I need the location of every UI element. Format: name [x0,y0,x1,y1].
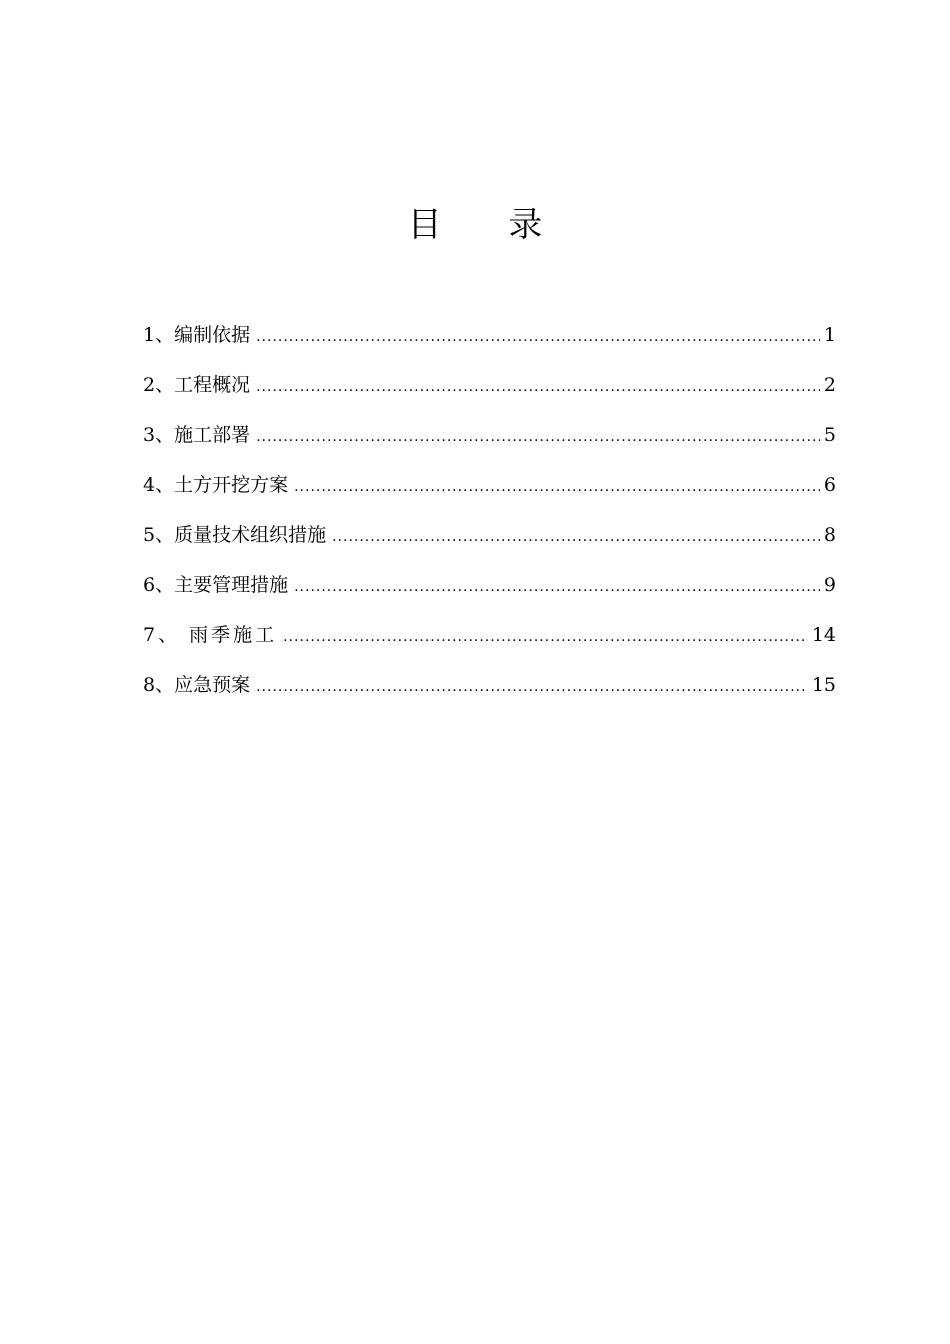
toc-dot-leader [283,620,808,654]
toc-entry-3[interactable] [143,418,836,468]
toc-entry-page: 8 [823,524,836,546]
toc-entry-7[interactable] [143,618,836,668]
toc-entry-label: 4、土方开挖方案 [143,474,289,496]
toc-entry-label: 2、工程概况 [143,374,251,396]
toc-entry-label: 6、主要管理措施 [143,574,289,596]
toc-entry-6[interactable] [143,568,836,618]
toc-entry-label: 5、质量技术组织措施 [143,524,327,546]
toc-title: 目 录 [407,205,571,245]
toc-entry-page: 9 [823,574,836,596]
toc-dot-leader [256,370,820,404]
toc-entry-page: 14 [811,624,836,646]
toc-entry-5[interactable] [143,518,836,568]
toc-dot-leader [294,570,820,604]
toc-entry-page: 2 [823,374,836,396]
toc-dot-leader [294,470,820,504]
toc-entry-label: 8、应急预案 [143,674,251,696]
toc-entry-page: 15 [811,674,836,696]
toc-entry-label: 7、 雨季施工 [143,624,278,646]
toc-entry-page: 5 [823,424,836,446]
toc-entry-label: 3、施工部署 [143,424,251,446]
toc-entry-label: 1、编制依据 [143,324,251,346]
toc-entry-1[interactable] [143,318,836,368]
toc-entry-2[interactable] [143,368,836,418]
table-of-contents [143,318,836,718]
toc-dot-leader [256,320,820,354]
toc-entry-page: 1 [823,324,836,346]
toc-entry-4[interactable] [143,468,836,518]
toc-dot-leader [256,420,820,454]
toc-entry-8[interactable] [143,668,836,718]
toc-entry-page: 6 [823,474,836,496]
toc-dot-leader [256,670,808,704]
toc-dot-leader [332,520,820,554]
